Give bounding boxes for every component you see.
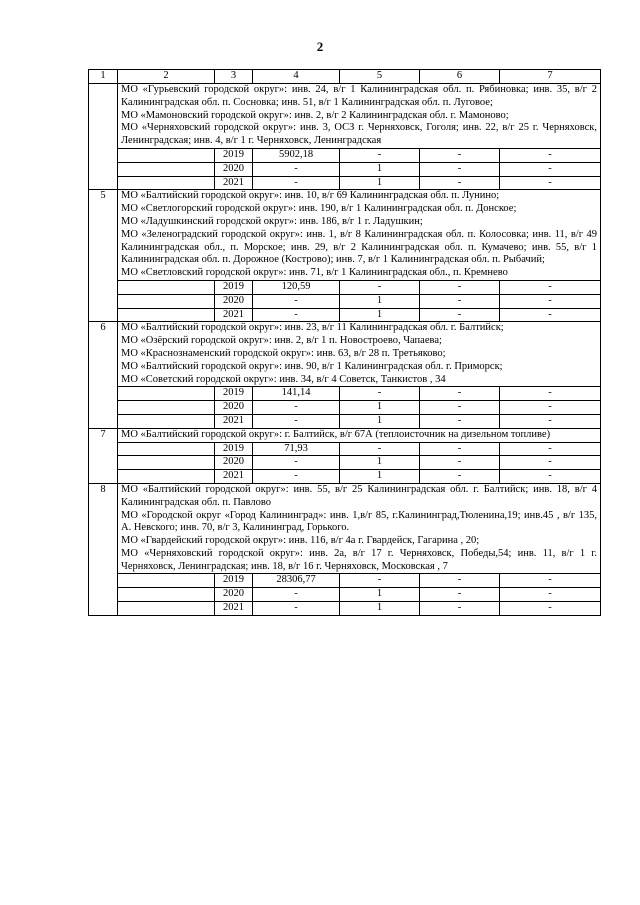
value-cell-c5: 1 [340, 401, 420, 415]
header-cell: 6 [420, 70, 500, 84]
page-number: 2 [316, 39, 324, 54]
value-cell-c5: 1 [340, 162, 420, 176]
description-line: МО «Балтийский городской округ»: инв. 23, в/г 11 Калининградская обл. г. Балтийск; [121, 322, 504, 334]
year-cell: 2020 [215, 588, 253, 602]
value-cell-c7: - [500, 470, 601, 484]
value-cell-c6: - [420, 574, 500, 588]
value-cell-c6: - [420, 176, 500, 190]
year-row [89, 456, 601, 470]
year-cell: 2020 [215, 294, 253, 308]
value-cell-c4: 28306,77 [253, 574, 340, 588]
value-cell-c7: - [500, 162, 601, 176]
group-number [89, 84, 118, 190]
empty-cell [118, 387, 215, 401]
value-cell-c4: - [253, 602, 340, 616]
value-cell-c5: 1 [340, 470, 420, 484]
value-cell-c6: - [420, 470, 500, 484]
year-row [89, 308, 601, 322]
group-description [118, 84, 601, 149]
empty-cell [118, 162, 215, 176]
program-table [88, 69, 601, 616]
year-row [89, 387, 601, 401]
description-line: МО «Гурьевский городской округ»: инв. 24, в/г 1 Калининградская обл. п. Рябиновка; инв. 35, в/г 2 Калининградская обл. п. Сосновка; инв. 51, в/г 1 Калининградская обл. п. Луговое; [121, 84, 597, 108]
value-cell-c7: - [500, 294, 601, 308]
value-cell-c6: - [420, 401, 500, 415]
empty-cell [118, 148, 215, 162]
value-cell-c5: - [340, 148, 420, 162]
empty-cell [118, 588, 215, 602]
value-cell-c7: - [500, 602, 601, 616]
year-cell: 2021 [215, 602, 253, 616]
value-cell-c7: - [500, 574, 601, 588]
value-cell-c4: - [253, 401, 340, 415]
empty-cell [118, 176, 215, 190]
description-line: МО «Краснознаменский городской округ»: инв. 63, в/г 28 п. Третьяково; [121, 347, 446, 359]
year-cell: 2020 [215, 456, 253, 470]
value-cell-c5: - [340, 574, 420, 588]
value-cell-c7: - [500, 414, 601, 428]
value-cell-c5: - [340, 387, 420, 401]
year-cell: 2021 [215, 414, 253, 428]
year-row [89, 602, 601, 616]
value-cell-c5: 1 [340, 456, 420, 470]
value-cell-c6: - [420, 414, 500, 428]
group-description [118, 322, 601, 387]
table-body [89, 70, 601, 616]
group-number: 6 [89, 322, 118, 428]
value-cell-c4: 71,93 [253, 442, 340, 456]
value-cell-c6: - [420, 456, 500, 470]
value-cell-c5: - [340, 280, 420, 294]
value-cell-c4: - [253, 176, 340, 190]
value-cell-c6: - [420, 602, 500, 616]
header-cell: 2 [118, 70, 215, 84]
year-row [89, 280, 601, 294]
description-line: МО «Зеленоградский городской округ»: инв. 1, в/г 8 Калининградская обл. п. Колосовка; инв. 11, в/г 49 Калининградская обл., п. Морское; инв. 29, в/г 2 Калининградская обл. п. Кумачево; инв. 55, в/г 1 Калининградская обл. п. Дорожное (Кострово); инв. 7, в/г 1 Калининградская обл. п. Рыбачий; [121, 228, 597, 266]
value-cell-c7: - [500, 442, 601, 456]
empty-cell [118, 414, 215, 428]
description-line: МО «Советский городской округ»: инв. 34, в/г 4 Советск, Танкистов , 34 [121, 373, 446, 385]
year-row [89, 401, 601, 415]
empty-cell [118, 308, 215, 322]
header-row [89, 70, 601, 84]
group-number: 7 [89, 428, 118, 483]
value-cell-c6: - [420, 148, 500, 162]
value-cell-c4: - [253, 588, 340, 602]
value-cell-c7: - [500, 456, 601, 470]
year-cell: 2019 [215, 387, 253, 401]
description-line: МО «Мамоновский городской округ»: инв. 2, в/г 2 Калининградская обл. г. Мамоново; [121, 109, 509, 121]
value-cell-c7: - [500, 308, 601, 322]
description-line: МО «Черняховский городской округ»: инв. 3, ОСЗ г. Черняховск, Гоголя; инв. 22, в/г 25 г. Черняховск, Ленинградская; инв. 4, в/г 1 г. Черняховск, Ленинградская [121, 122, 597, 147]
empty-cell [118, 294, 215, 308]
value-cell-c7: - [500, 176, 601, 190]
group-description-row [89, 428, 601, 442]
value-cell-c5: 1 [340, 294, 420, 308]
year-row [89, 176, 601, 190]
group-description-row [89, 84, 601, 149]
value-cell-c4: - [253, 294, 340, 308]
year-cell: 2021 [215, 176, 253, 190]
value-cell-c6: - [420, 308, 500, 322]
empty-cell [118, 442, 215, 456]
value-cell-c6: - [420, 280, 500, 294]
group-description [118, 483, 601, 574]
value-cell-c6: - [420, 387, 500, 401]
value-cell-c4: - [253, 414, 340, 428]
description-line: МО «Светловский городской округ»: инв. 71, в/г 1 Калининградская обл., п. Кремнево [121, 267, 508, 279]
description-line: МО «Черняховский городской округ»: инв. 2а, в/г 17 г. Черняховск, Победы,54; инв. 11, в/г 1 г. Черняховск, Ленинградская; инв. 18, в/г 16 г. Черняховск, Московская , 7 [121, 547, 597, 572]
year-row [89, 294, 601, 308]
description-line: МО «Балтийский городской округ»: г. Балтийск, в/г 67А (теплоисточник на дизельном топливе) [121, 428, 551, 440]
value-cell-c5: 1 [340, 588, 420, 602]
empty-cell [118, 280, 215, 294]
empty-cell [118, 456, 215, 470]
empty-cell [118, 401, 215, 415]
description-line: МО «Городской округ «Город Калининград»: инв. 1,в/г 85, г.Калининград,Тюленина,19; инв.45 , в/г 135, А. Невского; инв. 70, в/г 3, Калининград, Горького. [121, 509, 597, 534]
year-cell: 2019 [215, 442, 253, 456]
value-cell-c4: - [253, 456, 340, 470]
year-cell: 2021 [215, 470, 253, 484]
group-description [118, 428, 601, 442]
value-cell-c7: - [500, 148, 601, 162]
value-cell-c6: - [420, 442, 500, 456]
value-cell-c5: - [340, 442, 420, 456]
value-cell-c6: - [420, 162, 500, 176]
value-cell-c6: - [420, 588, 500, 602]
value-cell-c7: - [500, 387, 601, 401]
year-cell: 2019 [215, 148, 253, 162]
description-line: МО «Балтийский городской округ»: инв. 90, в/г 1 Калининградская обл. г. Приморск; [121, 360, 503, 372]
year-row [89, 414, 601, 428]
value-cell-c5: 1 [340, 602, 420, 616]
header-cell: 7 [500, 70, 601, 84]
value-cell-c5: 1 [340, 414, 420, 428]
value-cell-c4: 120,59 [253, 280, 340, 294]
value-cell-c5: 1 [340, 308, 420, 322]
header-cell: 3 [215, 70, 253, 84]
value-cell-c4: 5902,18 [253, 148, 340, 162]
group-number: 5 [89, 190, 118, 322]
value-cell-c5: 1 [340, 176, 420, 190]
description-line: МО «Балтийский городской округ»: инв. 10, в/г 69 Калининградская обл. п. Лунино; [121, 190, 500, 202]
year-row [89, 588, 601, 602]
empty-cell [118, 574, 215, 588]
year-row [89, 442, 601, 456]
group-number: 8 [89, 483, 118, 615]
year-cell: 2020 [215, 401, 253, 415]
year-cell: 2019 [215, 280, 253, 294]
year-row [89, 162, 601, 176]
description-line: МО «Озёрский городской округ»: инв. 2, в/г 1 п. Новостроево, Чапаева; [121, 335, 442, 347]
year-row [89, 148, 601, 162]
header-cell: 5 [340, 70, 420, 84]
group-description [118, 190, 601, 281]
value-cell-c4: - [253, 308, 340, 322]
group-description-row [89, 190, 601, 281]
value-cell-c7: - [500, 401, 601, 415]
value-cell-c7: - [500, 280, 601, 294]
description-line: МО «Балтийский городской округ»: инв. 55, в/г 25 Калининградская обл. г. Балтийск; инв. 18, в/г 4 Калининградская обл. п. Павлово [121, 483, 597, 508]
year-row [89, 574, 601, 588]
year-cell: 2019 [215, 574, 253, 588]
group-description-row [89, 483, 601, 574]
description-line: МО «Гвардейский городской округ»: инв. 116, в/г 4а г. Гвардейск, Гагарина , 20; [121, 535, 480, 547]
value-cell-c4: 141,14 [253, 387, 340, 401]
empty-cell [118, 602, 215, 616]
description-line: МО «Ладушкинский городской округ»: инв. 186, в/г 1 г. Ладушкин; [121, 215, 423, 227]
header-cell: 1 [89, 70, 118, 84]
value-cell-c4: - [253, 470, 340, 484]
value-cell-c4: - [253, 162, 340, 176]
year-row [89, 470, 601, 484]
group-description-row [89, 322, 601, 387]
empty-cell [118, 470, 215, 484]
year-cell: 2020 [215, 162, 253, 176]
description-line: МО «Светлогорский городской округ»: инв. 190, в/г 1 Калининградская обл. п. Донское; [121, 203, 517, 215]
header-cell: 4 [253, 70, 340, 84]
value-cell-c6: - [420, 294, 500, 308]
year-cell: 2021 [215, 308, 253, 322]
value-cell-c7: - [500, 588, 601, 602]
